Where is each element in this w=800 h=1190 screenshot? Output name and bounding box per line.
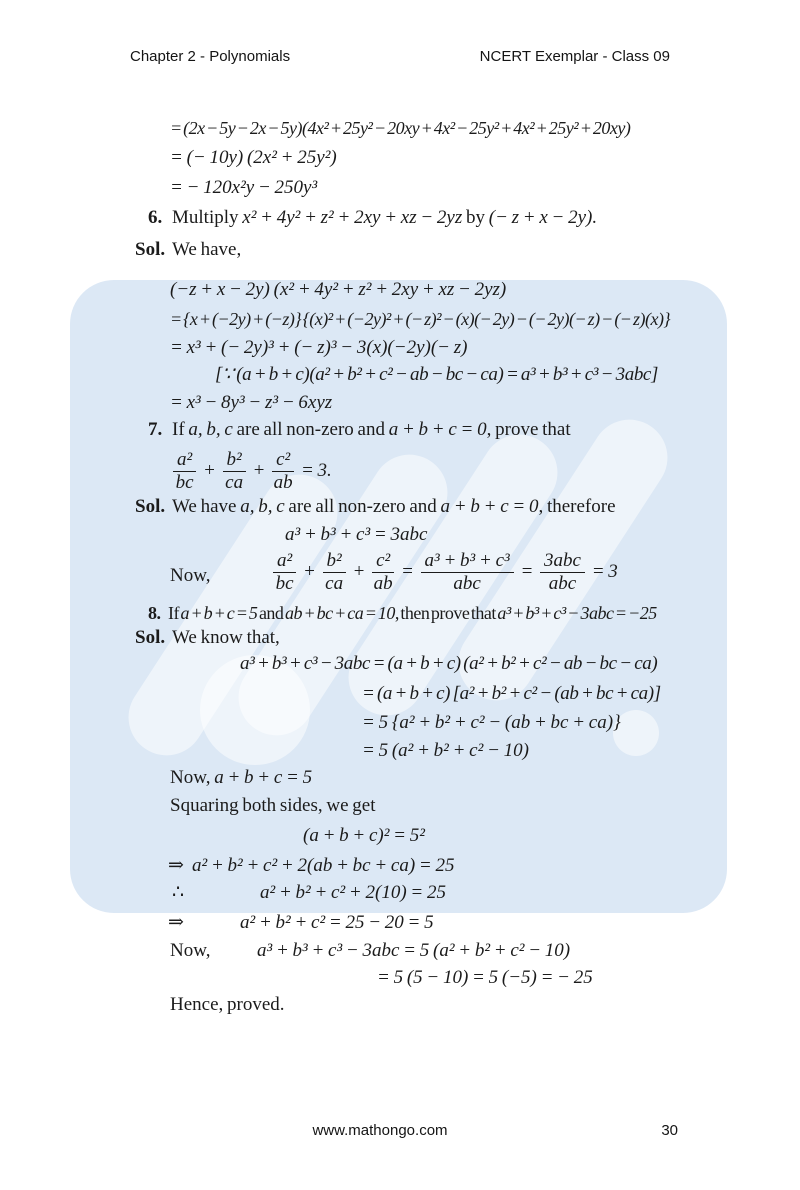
line-content: = 5 (a² + b² + c² − 10) (362, 740, 529, 761)
line-content: a² + b² + c² = 25 − 20 = 5 (240, 912, 434, 933)
line-content: = (2x − 5y − 2x − 5y)(4x² + 25y² − 20xy + 4x² − 25y² + 4x² + 25y² + 20xy) (170, 118, 631, 138)
line-label: Sol. (135, 496, 166, 517)
line-label: ⇒ (168, 855, 184, 876)
line-content: $\frac{\text{a²}}{bc}$ + $\frac{\text{b²}}{ca}$ + $\frac{\text{c²}}{ab}$ = 3. (170, 450, 332, 493)
line-content: a² + b² + c² + 2(ab + bc + ca) = 25 (192, 855, 455, 876)
line-content: Multiply x² + 4y² + z² + 2xy + xz − 2yz by (− z + x − 2y). (172, 207, 598, 228)
line-label: Now, (170, 565, 211, 586)
line-content: If a, b, c are all non-zero and a + b + c = 0, prove that (172, 419, 571, 440)
line-content: If a + b + c = 5 and ab + bc + ca = 10, then prove that a³ + b³ + c³ − 3abc = −25 (168, 603, 657, 623)
line-content: We have a, b, c are all non-zero and a + b + c = 0, therefore (172, 496, 616, 517)
line-label: Sol. (135, 239, 166, 260)
line-content: = − 120x²y − 250y³ (170, 177, 318, 198)
line-content: Hence, proved. (170, 994, 285, 1015)
line-content: = x³ + (− 2y)³ + (− z)³ − 3(x)(−2y)(− z) (170, 337, 468, 358)
page-header (130, 48, 670, 65)
line-content: (a + b + c)² = 5² (303, 825, 425, 846)
line-label: 6. (148, 207, 163, 228)
header-chapter-title: Chapter 2 - Polynomials (130, 48, 291, 65)
line-content: (−z + x − 2y) (x² + 4y² + z² + 2xy + xz − 2yz) (170, 279, 507, 300)
line-content: = 5 {a² + b² + c² − (ab + bc + ca)} (362, 712, 621, 733)
line-content: a³ + b³ + c³ − 3abc = (a + b + c) (a² + b² + c² − ab − bc − ca) (240, 653, 658, 674)
line-content: = (− 10y) (2x² + 25y²) (170, 147, 337, 168)
line-label: ⇒ (168, 912, 184, 933)
line-content: = (a + b + c) [a² + b² + c² − (ab + bc + ca)] (362, 683, 661, 704)
line-label: Now, (170, 940, 211, 961)
footer-website: www.mathongo.com (312, 1122, 448, 1139)
line-content: Squaring both sides, we get (170, 795, 376, 816)
line-label: 8. (148, 603, 161, 623)
header-book-title: NCERT Exemplar - Class 09 (479, 48, 670, 65)
line-content: a² + b² + c² + 2(10) = 25 (260, 882, 446, 903)
line-label: Sol. (135, 627, 166, 648)
line-content: We know that, (172, 627, 280, 648)
line-content: a³ + b³ + c³ = 3abc (285, 524, 428, 545)
line-content: Now, a + b + c = 5 (170, 767, 313, 788)
line-label: 7. (148, 419, 163, 440)
line-content: $\frac{\text{a²}}{bc}$ + $\frac{\text{b²}}{ca}$ + $\frac{\text{c²}}{ab}$ = $\frac{\text{a³ + b³ + c³}}{\text{abc}}$ = $\frac{\text{3abc}}{\text{abc}}$ = 3 (270, 551, 618, 594)
line-content: = x³ − 8y³ − z³ − 6xyz (170, 392, 333, 413)
line-content: a³ + b³ + c³ − 3abc = 5 (a² + b² + c² − 10) (257, 940, 571, 961)
line-content: [∵ (a + b + c)(a² + b² + c² − ab − bc − ca) = a³ + b³ + c³ − 3abc] (215, 364, 658, 385)
page-number: 30 (661, 1122, 678, 1139)
page-footer (0, 1122, 800, 1148)
line-content: We have, (172, 239, 242, 260)
line-content: = {x + (−2y) + (−z)} {(x)² + (−2y)² + (− z)² − (x)(− 2y) − (− 2y)(− z) − (− z)(x)} (170, 309, 671, 329)
line-label: ∴ (172, 882, 185, 903)
line-content: = 5 (5 − 10) = 5 (−5) = − 25 (377, 967, 593, 988)
